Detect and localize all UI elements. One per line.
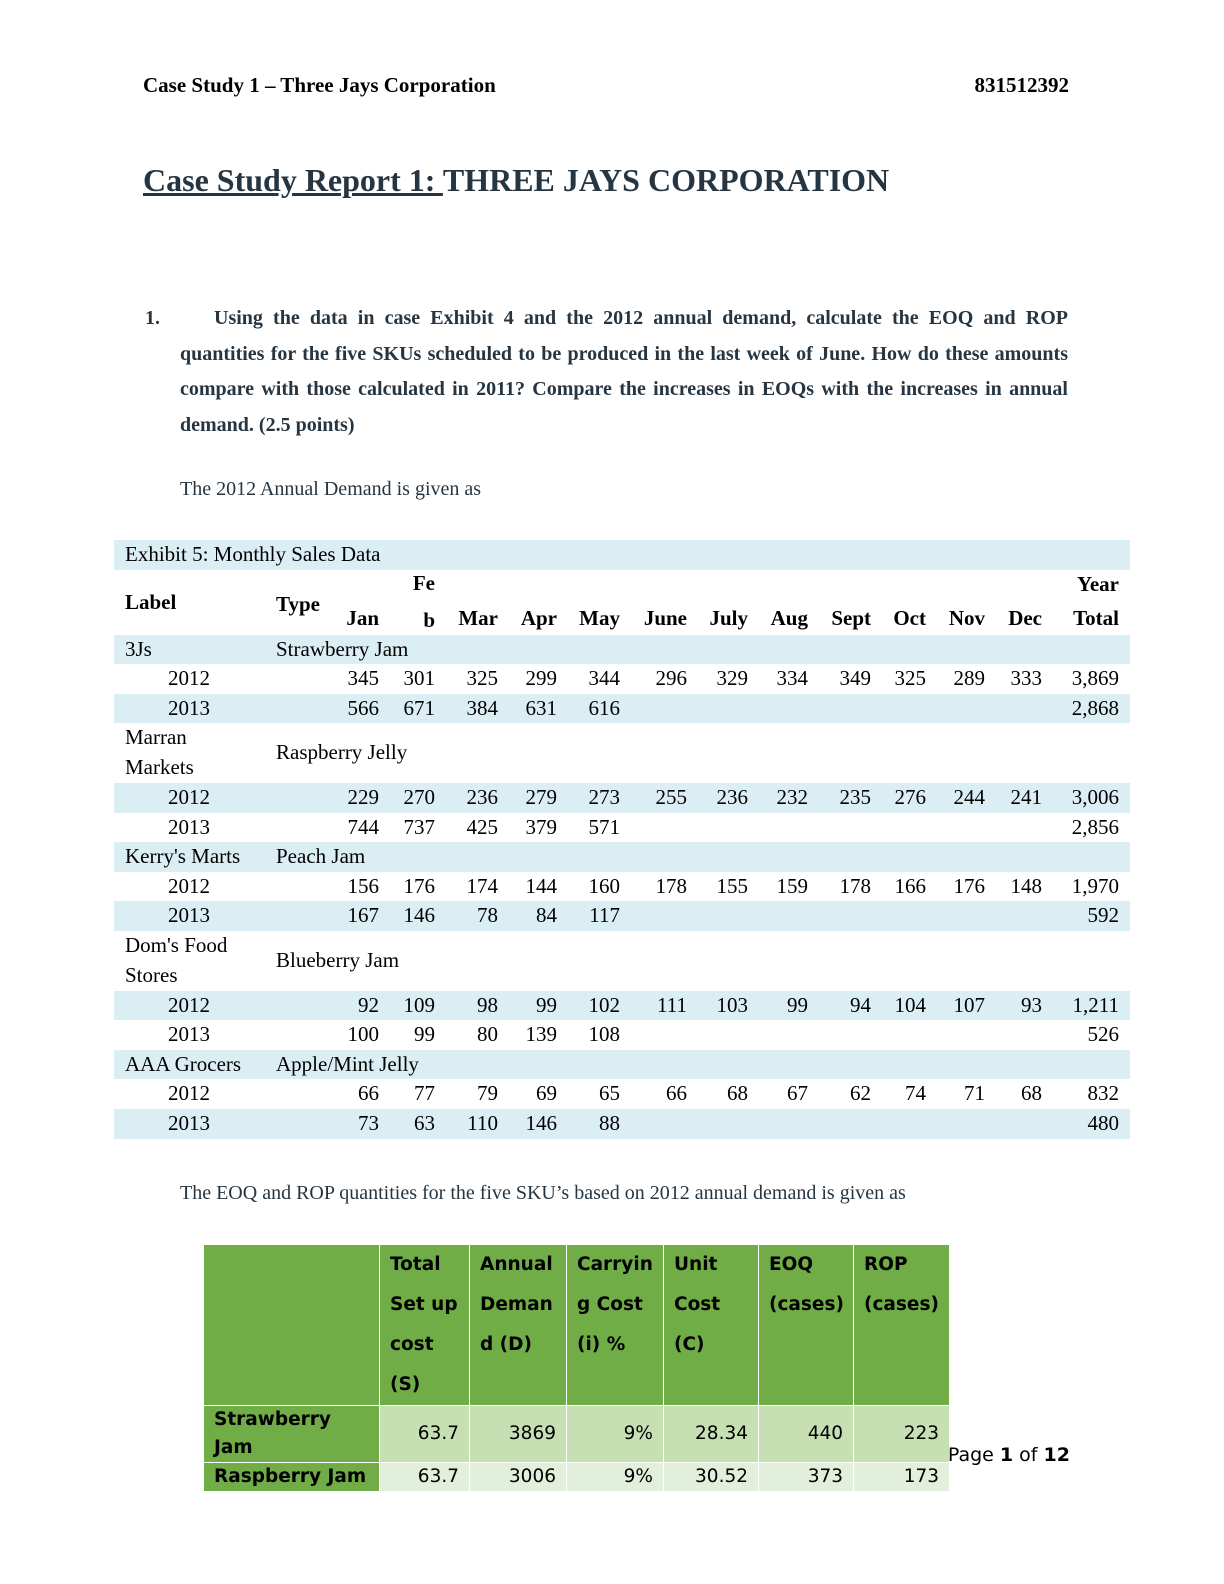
sales-cell: 384 (466, 695, 498, 720)
eoq-cell: 63.7 (380, 1463, 470, 1492)
sales-cell: 178 (839, 873, 871, 898)
eoq-header-line: (i) % (577, 1334, 626, 1355)
eoq-header-line: Cost (C) (674, 1294, 721, 1355)
sales-cell: 155 (716, 873, 748, 898)
sales-cell: 349 (839, 666, 871, 691)
sales-cell: 160 (588, 873, 620, 898)
eoq-header-line: cost (S) (390, 1334, 434, 1395)
eoq-row-label: Strawberry Jam (204, 1406, 380, 1463)
eoq-cell: 9% (567, 1463, 664, 1492)
col-header-month: July (709, 605, 748, 630)
sales-cell: 289 (953, 666, 985, 691)
sales-cell: 62 (850, 1081, 871, 1106)
sales-cell: 100 (347, 1022, 379, 1047)
header-left: Case Study 1 – Three Jays Corporation (143, 73, 496, 97)
page-total: 12 (1043, 1444, 1070, 1466)
sales-cell: 74 (905, 1081, 926, 1106)
year-cell: 2012 (168, 784, 210, 809)
sales-cell: 93 (1021, 992, 1042, 1017)
of-word: of (1019, 1444, 1038, 1466)
eoq-cell: 30.52 (664, 1463, 759, 1492)
sales-cell: 344 (588, 666, 620, 691)
col-header-month: Mar (458, 605, 498, 630)
eoq-header-line: Total (390, 1254, 441, 1275)
eoq-header-line: Carryin (577, 1254, 653, 1275)
year-total-cell: 1,211 (1072, 992, 1119, 1017)
header-right: 831512392 (974, 73, 1069, 97)
eoq-row (204, 1463, 950, 1492)
customer-row (114, 723, 1130, 783)
year-cell: 2012 (168, 666, 210, 691)
col-header-month: Jan (346, 605, 379, 630)
sales-cell: 744 (347, 814, 379, 839)
exhibit-title-row (114, 540, 1130, 570)
sales-cell: 273 (588, 784, 620, 809)
sales-cell: 99 (536, 992, 557, 1017)
product-type: Raspberry Jelly (276, 740, 408, 765)
col-header-label: Label (125, 589, 177, 614)
year-total-cell: 3,869 (1071, 666, 1119, 691)
year-row (114, 991, 1130, 1021)
eoq-col-header (759, 1245, 854, 1406)
sales-cell: 616 (588, 695, 620, 720)
year-cell: 2012 (168, 1081, 210, 1106)
sales-cell: 232 (776, 784, 808, 809)
sales-cell: 66 (666, 1081, 687, 1106)
sales-cell: 299 (525, 666, 557, 691)
year-total-cell: 832 (1087, 1081, 1119, 1106)
product-type: Strawberry Jam (276, 636, 409, 661)
sales-cell: 236 (466, 784, 498, 809)
sales-cell: 102 (588, 992, 620, 1017)
year-cell: 2013 (168, 814, 210, 839)
sales-cell: 146 (525, 1110, 557, 1135)
year-cell: 2013 (168, 903, 210, 928)
sales-cell: 166 (894, 873, 926, 898)
sales-cell: 139 (525, 1022, 557, 1047)
customer-label: Marran Markets (125, 725, 194, 779)
product-type: Peach Jam (276, 844, 366, 869)
eoq-rop-table (203, 1244, 949, 1492)
year-row (114, 664, 1130, 694)
sales-cell: 78 (477, 903, 498, 928)
sales-cell: 178 (655, 873, 687, 898)
col-header-month: Nov (948, 605, 985, 630)
sales-cell: 229 (347, 784, 379, 809)
eoq-col-header (854, 1245, 950, 1406)
sales-cell: 379 (525, 814, 557, 839)
customer-label: Kerry's Marts (125, 844, 241, 869)
year-row (114, 813, 1130, 843)
col-header-month: June (643, 605, 687, 630)
sales-cell: 117 (589, 903, 620, 928)
sales-cell: 77 (414, 1081, 435, 1106)
eoq-cell: 173 (854, 1463, 950, 1492)
eoq-cell: 440 (759, 1406, 854, 1463)
eoq-header-line: Set up (390, 1294, 458, 1315)
sales-cell: 107 (953, 992, 985, 1017)
sales-cell: 631 (525, 695, 557, 720)
eoq-cell: 9% (567, 1406, 664, 1463)
sales-cell: 108 (588, 1022, 620, 1047)
customer-label: Dom's Food Stores (125, 932, 228, 987)
sales-cell: 329 (716, 666, 748, 691)
col-header-total: Total (1073, 605, 1119, 630)
sales-cell: 176 (403, 873, 435, 898)
customer-label: AAA Grocers (125, 1051, 242, 1076)
sales-cell: 174 (466, 873, 498, 898)
eoq-cell: 3006 (470, 1463, 567, 1492)
sales-cell: 63 (414, 1110, 435, 1135)
eoq-cell: 373 (759, 1463, 854, 1492)
sales-cell: 276 (894, 784, 926, 809)
year-row (114, 1020, 1130, 1050)
title-underlined: Case Study Report 1: (143, 162, 443, 198)
year-total-cell: 1,970 (1071, 873, 1119, 898)
sales-cell: 99 (787, 992, 808, 1017)
eoq-col-header (470, 1245, 567, 1406)
eoq-intro-text: The EOQ and ROP quantities for the five SKU’s based on 2012 annual demand is given as (180, 1182, 906, 1204)
page-footer (948, 1444, 1070, 1466)
sales-cell: 79 (477, 1081, 498, 1106)
sales-cell: 104 (894, 992, 926, 1017)
product-type: Apple/Mint Jelly (276, 1051, 419, 1076)
sales-cell: 156 (347, 873, 379, 898)
sales-cell: 92 (358, 992, 379, 1017)
sales-cell: 73 (358, 1110, 379, 1135)
sales-cell: 241 (1010, 784, 1042, 809)
sales-cell: 98 (477, 992, 498, 1017)
sales-cell: 80 (477, 1022, 498, 1047)
sales-cell: 110 (467, 1110, 498, 1135)
customer-row (114, 842, 1130, 872)
sales-cell: 244 (953, 784, 985, 809)
eoq-header-line: Annual (480, 1254, 553, 1275)
eoq-col-header (380, 1245, 470, 1406)
eoq-col-header (567, 1245, 664, 1406)
sales-cell: 71 (964, 1081, 985, 1106)
year-cell: 2013 (168, 695, 210, 720)
col-header-month: Sept (831, 605, 871, 630)
sales-cell: 325 (466, 666, 498, 691)
year-row (114, 1109, 1130, 1139)
eoq-col-header (204, 1245, 380, 1406)
sales-cell: 99 (414, 1022, 435, 1047)
sales-cell: 671 (403, 695, 435, 720)
sales-cell: 236 (716, 784, 748, 809)
eoq-header-line: EOQ (769, 1254, 814, 1275)
eoq-header-row (204, 1245, 950, 1406)
eoq-cell: 223 (854, 1406, 950, 1463)
eoq-cell: 28.34 (664, 1406, 759, 1463)
eoq-header-line: d (D) (480, 1334, 532, 1355)
sales-cell: 67 (787, 1081, 808, 1106)
eoq-cell: 3869 (470, 1406, 567, 1463)
sales-cell: 737 (403, 814, 435, 839)
eoq-col-header (664, 1245, 759, 1406)
eoq-row-label: Raspberry Jam (204, 1463, 380, 1492)
exhibit-title: Exhibit 5: Monthly Sales Data (125, 542, 381, 566)
page-word: Page (947, 1444, 994, 1466)
sales-cell: 345 (347, 666, 379, 691)
sales-cell: 109 (403, 992, 435, 1017)
sales-cell: 111 (657, 992, 687, 1017)
sales-cell: 103 (716, 992, 748, 1017)
sales-cell: 571 (588, 814, 620, 839)
sales-cell: 176 (953, 873, 985, 898)
col-header-month: Fe b (412, 570, 435, 632)
sales-cell: 325 (894, 666, 926, 691)
year-cell: 2013 (168, 1022, 210, 1047)
page-title (143, 160, 889, 200)
sales-cell: 301 (403, 666, 435, 691)
col-header-month: Aug (770, 605, 808, 630)
sales-cell: 65 (599, 1081, 620, 1106)
year-row (114, 1079, 1130, 1109)
product-type: Blueberry Jam (276, 947, 400, 972)
sales-cell: 167 (347, 903, 379, 928)
year-row (114, 901, 1130, 931)
sales-cell: 566 (347, 695, 379, 720)
sales-cell: 334 (776, 666, 808, 691)
year-cell: 2012 (168, 992, 210, 1017)
sales-cell: 425 (466, 814, 498, 839)
col-header-month: Dec (1008, 605, 1042, 630)
eoq-header-line: ROP (864, 1254, 908, 1275)
sales-cell: 270 (403, 784, 435, 809)
sales-cell: 279 (525, 784, 557, 809)
customer-row (114, 1050, 1130, 1080)
customer-row (114, 931, 1130, 991)
customer-row (114, 635, 1130, 665)
page-number: 1 (999, 1444, 1014, 1466)
sales-cell: 255 (655, 784, 687, 809)
year-total-cell: 2,868 (1071, 695, 1119, 720)
year-total-cell: 480 (1087, 1110, 1119, 1135)
monthly-sales-table (114, 540, 1130, 1139)
question-number: 1. (145, 307, 160, 329)
sales-cell: 69 (536, 1081, 557, 1106)
sales-cell: 146 (403, 903, 435, 928)
year-total-cell: 3,006 (1071, 784, 1119, 809)
sales-cell: 68 (727, 1081, 748, 1106)
eoq-header-line: Deman (480, 1294, 553, 1315)
col-header-month: Apr (520, 605, 557, 630)
year-total-cell: 2,856 (1071, 814, 1119, 839)
sales-cell: 66 (358, 1081, 379, 1106)
sales-cell: 68 (1021, 1081, 1042, 1106)
year-total-cell: 592 (1087, 903, 1119, 928)
eoq-header-line: g Cost (577, 1294, 643, 1315)
sales-cell: 159 (776, 873, 808, 898)
exhibit-header-row (114, 570, 1130, 635)
sales-cell: 296 (655, 666, 687, 691)
year-cell: 2012 (168, 873, 210, 898)
year-cell: 2013 (168, 1110, 210, 1135)
question-text: Using the data in case Exhibit 4 and the 2012 annual demand, calculate the EOQ and ROP quantities for the five SKUs scheduled to be produced in the last week of June. How do these amounts compare with those calculated in 2011? Compare the increases in EOQs with the increases in annual demand. (2.5 points) (180, 307, 1068, 436)
year-row (114, 783, 1130, 813)
eoq-header-line: Unit (674, 1254, 718, 1275)
title-rest: THREE JAYS CORPORATION (442, 162, 890, 198)
col-header-type: Type (276, 591, 320, 616)
col-header-year: Year (1077, 571, 1119, 596)
sales-cell: 235 (839, 784, 871, 809)
intro-text: The 2012 Annual Demand is given as (180, 478, 482, 500)
eoq-header-line: (cases) (864, 1294, 939, 1315)
customer-label: 3Js (125, 636, 152, 661)
eoq-header-line: (cases) (769, 1294, 844, 1315)
sales-cell: 88 (599, 1110, 620, 1135)
sales-cell: 94 (850, 992, 871, 1017)
year-row (114, 872, 1130, 902)
year-total-cell: 526 (1087, 1022, 1119, 1047)
sales-cell: 333 (1010, 666, 1042, 691)
col-header-month: Oct (893, 605, 926, 630)
eoq-row (204, 1406, 950, 1463)
sales-cell: 148 (1010, 873, 1042, 898)
eoq-cell: 63.7 (380, 1406, 470, 1463)
year-row (114, 694, 1130, 724)
col-header-month: May (579, 605, 620, 630)
sales-cell: 144 (525, 873, 557, 898)
sales-cell: 84 (536, 903, 557, 928)
